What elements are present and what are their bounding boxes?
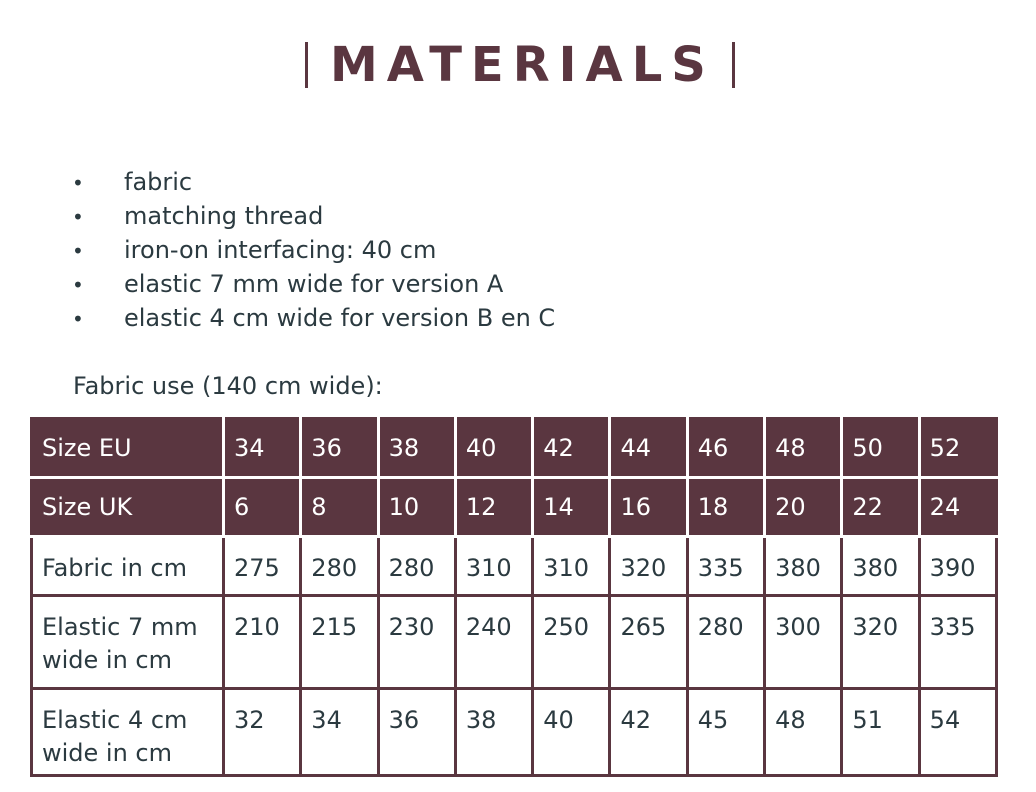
table-cell: 240: [455, 596, 532, 689]
materials-item-text: elastic 4 cm wide for version B en C: [124, 304, 556, 332]
table-row-elastic-4cm: [32, 689, 997, 776]
materials-list-item: [70, 267, 555, 301]
table-cell: 12: [455, 478, 532, 537]
table-cell: 32: [224, 689, 301, 776]
table-cell: 6: [224, 478, 301, 537]
table-cell: 10: [378, 478, 455, 537]
materials-item-text: matching thread: [124, 202, 324, 230]
table-cell: 380: [842, 537, 919, 596]
materials-list-item: [70, 233, 555, 267]
table-row-elastic-7mm: [32, 596, 997, 689]
materials-item-text: iron-on interfacing: 40 cm: [124, 236, 437, 264]
table-cell: 230: [378, 596, 455, 689]
bullet-icon: •: [72, 307, 84, 331]
table-cell: 250: [533, 596, 610, 689]
table-cell: 54: [919, 689, 996, 776]
materials-list-item: [70, 165, 555, 199]
table-cell: 300: [765, 596, 842, 689]
table-cell: 8: [301, 478, 378, 537]
table-cell: 38: [455, 689, 532, 776]
table-cell: 51: [842, 689, 919, 776]
table-cell: 52: [919, 419, 996, 478]
table-cell: 24: [919, 478, 996, 537]
table-cell: 45: [687, 689, 764, 776]
materials-list-item: [70, 301, 555, 335]
table-cell: 390: [919, 537, 996, 596]
table-cell: 34: [301, 689, 378, 776]
table-cell: 50: [842, 419, 919, 478]
table-cell: 280: [687, 596, 764, 689]
table-cell: 20: [765, 478, 842, 537]
materials-list: [70, 165, 555, 335]
title-block: [0, 36, 1036, 92]
table-cell: 380: [765, 537, 842, 596]
table-cell: 310: [533, 537, 610, 596]
table-cell: 48: [765, 419, 842, 478]
bullet-icon: •: [72, 171, 84, 195]
table-cell: 265: [610, 596, 687, 689]
table-cell: 40: [455, 419, 532, 478]
table-cell: 46: [687, 419, 764, 478]
table-cell: 320: [842, 596, 919, 689]
materials-list-item: [70, 199, 555, 233]
table-cell: 275: [224, 537, 301, 596]
row-header: Size EU: [32, 419, 224, 478]
table-row-size-uk: [32, 478, 997, 537]
table-cell: 280: [378, 537, 455, 596]
table-cell: 335: [687, 537, 764, 596]
materials-item-text: fabric: [124, 168, 193, 196]
table-cell: 34: [224, 419, 301, 478]
bullet-icon: •: [72, 205, 84, 229]
table-cell: 215: [301, 596, 378, 689]
table-cell: 210: [224, 596, 301, 689]
table-cell: 18: [687, 478, 764, 537]
table-cell: 44: [610, 419, 687, 478]
row-header: Fabric in cm: [32, 537, 224, 596]
title-divider-right: [732, 42, 735, 88]
title-divider-left: [305, 42, 308, 88]
table-cell: 320: [610, 537, 687, 596]
table-row-fabric: [32, 537, 997, 596]
table-cell: 335: [919, 596, 996, 689]
size-table: [30, 417, 998, 777]
row-header: Elastic 4 cm wide in cm: [32, 689, 224, 776]
table-cell: 42: [533, 419, 610, 478]
table-cell: 38: [378, 419, 455, 478]
bullet-icon: •: [72, 273, 84, 297]
table-cell: 280: [301, 537, 378, 596]
table-cell: 42: [610, 689, 687, 776]
table-cell: 16: [610, 478, 687, 537]
page-title: MATERIALS: [330, 37, 715, 93]
table-cell: 36: [301, 419, 378, 478]
row-header: Elastic 7 mm wide in cm: [32, 596, 224, 689]
fabric-use-label: Fabric use (140 cm wide):: [73, 372, 383, 400]
table-cell: 22: [842, 478, 919, 537]
table-cell: 14: [533, 478, 610, 537]
row-header: Size UK: [32, 478, 224, 537]
table-cell: 310: [455, 537, 532, 596]
table-cell: 48: [765, 689, 842, 776]
materials-item-text: elastic 7 mm wide for version A: [124, 270, 504, 298]
table-row-size-eu: [32, 419, 997, 478]
table-cell: 36: [378, 689, 455, 776]
bullet-icon: •: [72, 239, 84, 263]
table-cell: 40: [533, 689, 610, 776]
